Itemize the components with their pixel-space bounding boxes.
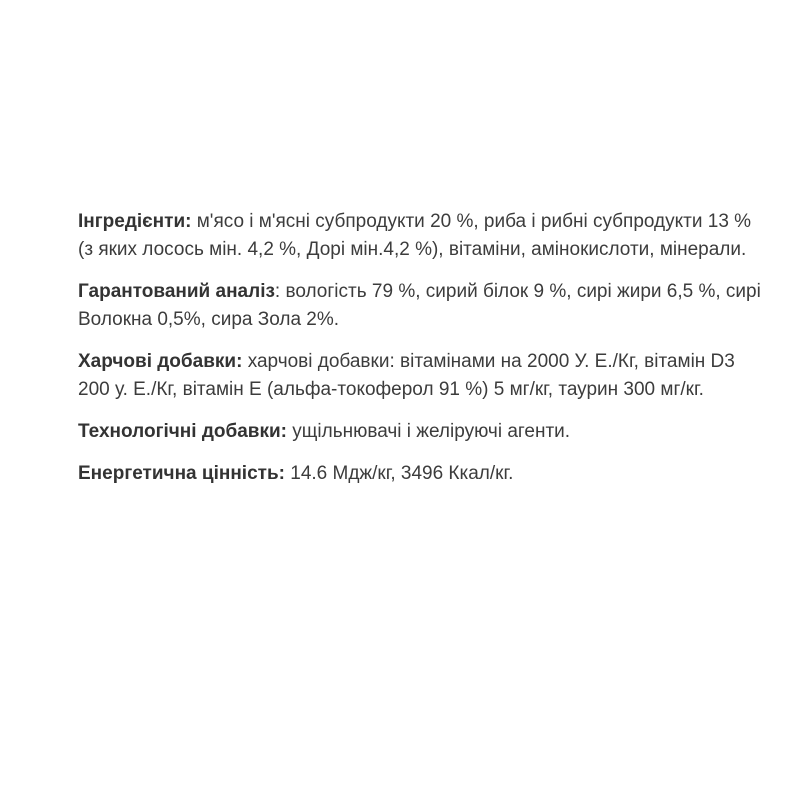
guaranteed-analysis-paragraph <box>78 278 768 334</box>
nutritional-additives-label: Харчові добавки: <box>78 351 243 372</box>
nutritional-additives-text: харчові добавки: вітамінами на 2000 У. Е./Кг, вітамін D3 200 у. Е./Кг, вітамін Е (альфа-токоферол 91 %) 5 мг/кг, таурин 300 мг/кг. <box>78 351 735 400</box>
ingredients-text: м'ясо і м'ясні субпродукти 20 %, риба і рибні субпродукти 13 % (з яких лосось мін. 4,2 %, Дорі мін.4,2 %), вітаміни, амінокислоти, мінерали. <box>78 211 752 260</box>
ingredients-label: Інгредієнти: <box>78 211 192 232</box>
ingredients-paragraph <box>78 208 768 264</box>
guaranteed-analysis-label: Гарантований аналіз <box>78 281 275 302</box>
energy-value-text: 14.6 Мдж/кг, 3496 Ккал/кг. <box>284 463 514 484</box>
technological-additives-label: Технологічні добавки: <box>78 421 287 442</box>
guaranteed-analysis-text: : вологість 79 %, сирий білок 9 %, сирі жири 6,5 %, сирі Волокна 0,5%, сира Зола 2%. <box>78 281 761 330</box>
product-description <box>78 208 768 502</box>
energy-value-paragraph <box>78 460 768 488</box>
technological-additives-paragraph <box>78 418 768 446</box>
energy-value-label: Енергетична цінність: <box>78 463 285 484</box>
nutritional-additives-paragraph <box>78 348 768 404</box>
technological-additives-text: ущільнювачі і желіруючі агенти. <box>287 421 571 442</box>
